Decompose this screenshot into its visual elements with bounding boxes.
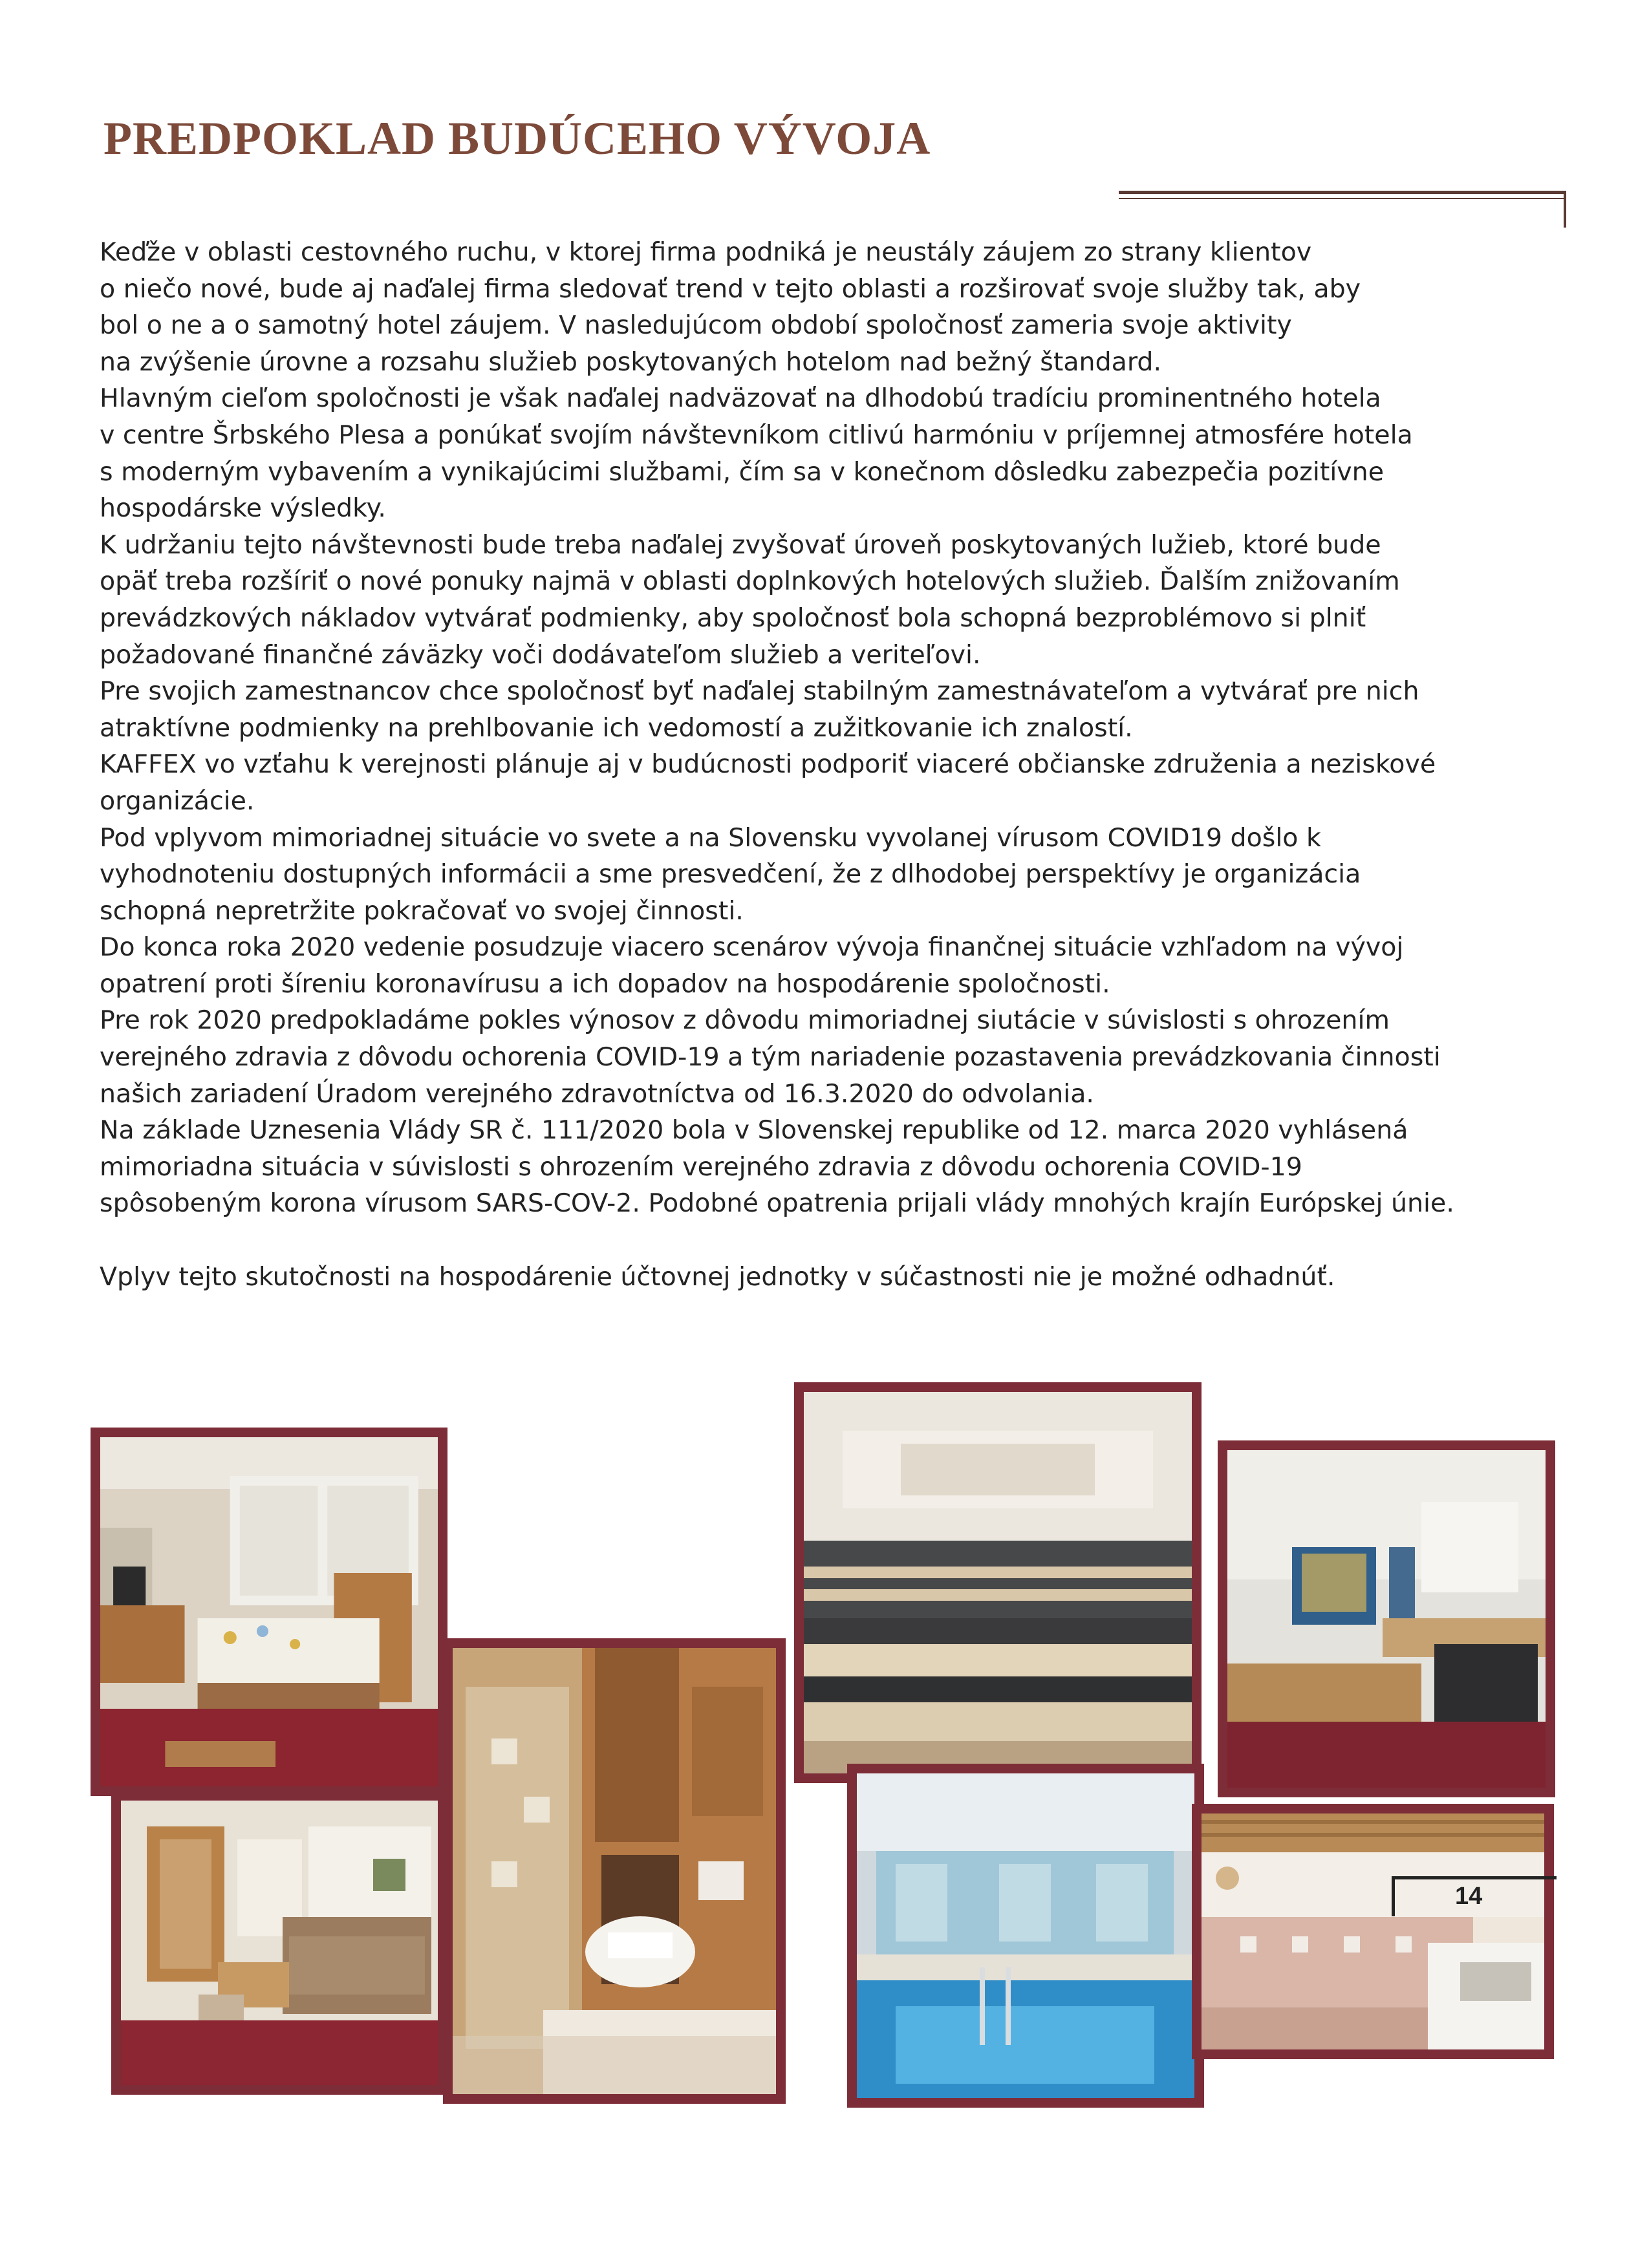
photo-indoor-pool	[847, 1764, 1204, 2108]
body-text-line: Keďže v oblasti cestovného ruchu, v ktorej firma podniká je neustály záujem zo strany klientov	[100, 237, 1312, 267]
body-text-line: Na základe Uznesenia Vlády SR č. 111/2020 bola v Slovenskej republike od 12. marca 2020 vyhlásená	[100, 1115, 1408, 1146]
body-text-line: opäť treba rozšíriť o nové ponuky najmä v oblasti doplnkových hotelových služieb. Ďalším znižovaním	[100, 566, 1400, 597]
body-text-line: K udržaniu tejto návštevnosti bude treba naďalej zvyšovať úroveň poskytovaných lužieb, ktoré bude	[100, 530, 1381, 560]
body-text-line: Pre svojich zamestnancov chce spoločnosť byť naďalej stabilným zamestnávateľom a vytvárať pre nich	[100, 676, 1419, 707]
body-text-line: spôsobeným korona vírusom SARS-COV-2. Podobné opatrenia prijali vlády mnohých krajín Európskej únie.	[100, 1188, 1454, 1219]
body-text-line: organizácie.	[100, 786, 255, 816]
title-rule-thick	[1119, 191, 1566, 194]
body-text-line: na zvýšenie úrovne a rozsahu služieb poskytovaných hotelom nad bežný štandard.	[100, 347, 1162, 377]
photo-conference-hall	[794, 1382, 1202, 1783]
body-text-line: schopná nepretržite pokračovať vo svojej činnosti.	[100, 895, 744, 926]
body-text-line: Do konca roka 2020 vedenie posudzuje viacero scenárov vývoja finančnej situácie vzhľadom na vývoj	[100, 932, 1404, 963]
body-text-line: prevádzkových nákladov vytvárať podmienky, aby spoločnosť bola schopná bezproblémovo si plniť	[100, 603, 1366, 633]
photo-hotel-room-sitting-area	[111, 1791, 447, 2095]
photo-wellness-relax-area	[1192, 1804, 1554, 2059]
page-number-bracket-horizontal	[1392, 1876, 1557, 1879]
body-text-line: Pre rok 2020 predpokladáme pokles výnosov z dôvodu mimoriadnej siutácie v súvislosti s ohrozením	[100, 1005, 1390, 1036]
photo-meeting-room	[1218, 1440, 1555, 1797]
body-text-line: Hlavným cieľom spoločnosti je však naďalej nadväzovať na dlhodobú tradíciu prominentného hotela	[100, 383, 1381, 414]
body-text-line: o niečo nové, bude aj naďalej firma sledovať trend v tejto oblasti a rozširovať svoje služby tak, aby	[100, 273, 1361, 304]
paragraph-gap	[100, 1222, 1522, 1259]
body-text-line: mimoriadna situácia v súvislosti s ohrozením verejného zdravia z dôvodu ochorenia COVID-19	[100, 1151, 1302, 1182]
body-text-line: v centre Šrbského Plesa a ponúkať svojím návštevníkom citlivú harmóniu v príjemnej atmosfére hotela	[100, 420, 1413, 450]
title-rule-thin	[1119, 198, 1566, 199]
body-text-line: verejného zdravia z dôvodu ochorenia COVID-19 a tým nariadenie pozastavenia prevádzkovania činnosti	[100, 1042, 1441, 1073]
body-text-line: hospodárske výsledky.	[100, 493, 386, 524]
body-text-line: Vplyv tejto skutočnosti na hospodárenie účtovnej jednotky v súčastnosti nie je možné odhadnúť.	[100, 1261, 1335, 1292]
title-rule-end	[1564, 191, 1566, 228]
page-number-bracket-vertical	[1392, 1876, 1395, 1916]
photo-hotel-bathroom	[443, 1638, 786, 2104]
page-number: 14	[1455, 1883, 1483, 1910]
body-text-line: opatrení proti šíreniu koronavírusu a ich dopadov na hospodárenie spoločnosti.	[100, 968, 1110, 999]
photo-hotel-bedroom	[91, 1428, 447, 1796]
body-text-line: atraktívne podmienky na prehlbovanie ich vedomostí a zužitkovanie ich znalostí.	[100, 712, 1133, 743]
body-text	[100, 234, 1522, 1295]
body-text-line: s moderným vybavením a vynikajúcimi službami, čím sa v konečnom dôsledku zabezpečia pozitívne	[100, 456, 1385, 487]
body-text-line: našich zariadení Úradom verejného zdravotníctva od 16.3.2020 do odvolania.	[100, 1078, 1094, 1109]
body-text-line: vyhodnoteniu dostupných informácii a sme presvedčení, že z dlhodobej perspektívy je organizácia	[100, 859, 1361, 890]
body-text-line: požadované finančné záväzky voči dodávateľom služieb a veriteľovi.	[100, 639, 981, 670]
page-title: PREDPOKLAD BUDÚCEHO VÝVOJA	[103, 112, 931, 164]
body-text-line: bol o ne a o samotný hotel záujem. V nasledujúcom období spoločnosť zameria svoje aktivity	[100, 310, 1292, 341]
body-text-line: KAFFEX vo vzťahu k verejnosti plánuje aj v budúcnosti podporiť viaceré občianske združenia a neziskové	[100, 749, 1436, 780]
body-text-line: Pod vplyvom mimoriadnej situácie vo svete a na Slovensku vyvolanej vírusom COVID19 došlo k	[100, 822, 1321, 853]
